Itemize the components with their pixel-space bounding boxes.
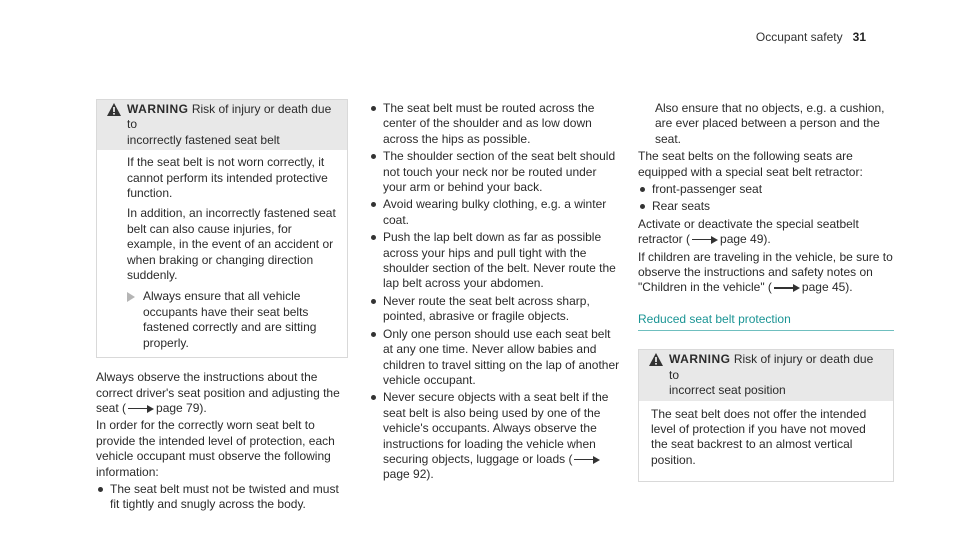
list-item: front-passenger seat <box>638 182 894 197</box>
warning-header <box>97 99 347 150</box>
page-number: 31 <box>852 30 866 44</box>
list-item: Never route the seat belt across sharp, pointed, abrasive or fragile objects. <box>369 294 621 325</box>
warning-header <box>639 349 893 400</box>
step-arrow-icon <box>127 292 135 302</box>
list-item: Rear seats <box>638 199 894 214</box>
page-reference[interactable]: page 49). <box>720 232 771 247</box>
warning-label: WARNING <box>669 352 731 367</box>
page-reference-arrow-icon[interactable] <box>574 456 600 464</box>
bullet-list <box>369 101 621 483</box>
section-heading: Reduced seat belt protection <box>638 312 894 331</box>
warning-paragraph: If the seat belt is not worn correctly, it cannot perform its intended protective function. <box>127 155 328 201</box>
list-item-text: Never secure objects with a seat belt if the seat belt is also being used by one of the vehicle's occupants. Always observe the instructions for loading the vehicle when securing objects, luggage or loads ( <box>383 390 609 466</box>
warning-body <box>97 150 347 357</box>
page-reference-arrow-icon[interactable] <box>128 405 154 413</box>
page-reference[interactable]: page 92). <box>383 467 434 482</box>
paragraph <box>96 370 348 416</box>
list-item: Push the lap belt down as far as possible across your hips and pull tight with the shoulder section of the belt. Never route the lap belt across your abdomen. <box>369 230 621 292</box>
warning-title-line2: incorrect seat position <box>669 383 786 398</box>
list-item: The shoulder section of the seat belt should not touch your neck nor be routed under your arm or behind your back. <box>369 149 621 195</box>
list-item: Avoid wearing bulky clothing, e.g. a winter coat. <box>369 197 621 228</box>
warning-body <box>639 401 893 482</box>
indented-paragraph: Also ensure that no objects, e.g. a cushion, are ever placed between a person and the seat. <box>655 101 885 146</box>
list-item: Only one person should use each seat belt at any one time. Never allow babies and children to travel sitting on the lap of another vehicle occupant. <box>369 327 621 389</box>
paragraph: In order for the correctly worn seat belt to provide the intended level of protection, each vehicle occupant must observe the following information: <box>96 418 335 479</box>
warning-box <box>96 99 348 358</box>
warning-title: Risk of injury or death due to <box>127 102 332 132</box>
paragraph-text: Activate or deactivate the special seatbelt retractor ( <box>638 216 859 247</box>
page-reference-arrow-icon[interactable] <box>692 236 718 244</box>
page-reference[interactable]: page 45). <box>801 280 853 295</box>
column-right <box>638 101 894 482</box>
paragraph-text: If children are traveling in the vehicle, be sure to observe the instructions and safety notes on "Children in the vehicle" ( <box>638 249 893 295</box>
warning-title-line2: incorrectly fastened seat belt <box>127 132 280 147</box>
warning-title: Risk of injury or death due to <box>669 352 874 382</box>
list-item: The seat belt must be routed across the center of the shoulder and as low down across the hips as possible. <box>369 101 621 147</box>
page-reference-arrow-icon[interactable] <box>774 284 800 292</box>
page-reference[interactable]: page 79). <box>156 400 207 415</box>
list-item: The seat belt must not be twisted and must fit tightly and snugly across the body. <box>96 482 348 513</box>
warning-box <box>638 349 894 482</box>
paragraph <box>638 250 894 296</box>
paragraph: The seat belts on the following seats are equipped with a special seat belt retractor: <box>638 149 863 179</box>
bullet-list <box>96 482 348 513</box>
column-left <box>96 99 348 515</box>
warning-step <box>127 289 339 351</box>
warning-step-text: Always ensure that all vehicle occupants have their seat belts fastened correctly and are sitting properly. <box>143 289 317 350</box>
paragraph <box>638 217 894 248</box>
bullet-list <box>638 182 894 215</box>
warning-paragraph: The seat belt does not offer the intended level of protection if you have not moved the seat backrest to an almost vertical position. <box>651 406 867 467</box>
paragraph-text: Always observe the instructions about the correct driver's seat position and adjusting the seat ( <box>96 370 340 415</box>
warning-triangle-icon <box>649 353 663 366</box>
page-header <box>756 30 866 45</box>
warning-triangle-icon <box>107 103 121 116</box>
column-middle <box>369 101 621 485</box>
warning-label: WARNING <box>127 102 189 116</box>
section-name: Occupant safety <box>755 30 843 44</box>
warning-paragraph: In addition, an incorrectly fastened seat belt can also cause injuries, for example, in the event of an accident or when braking or changing direction suddenly. <box>127 206 336 283</box>
list-item <box>369 390 621 482</box>
